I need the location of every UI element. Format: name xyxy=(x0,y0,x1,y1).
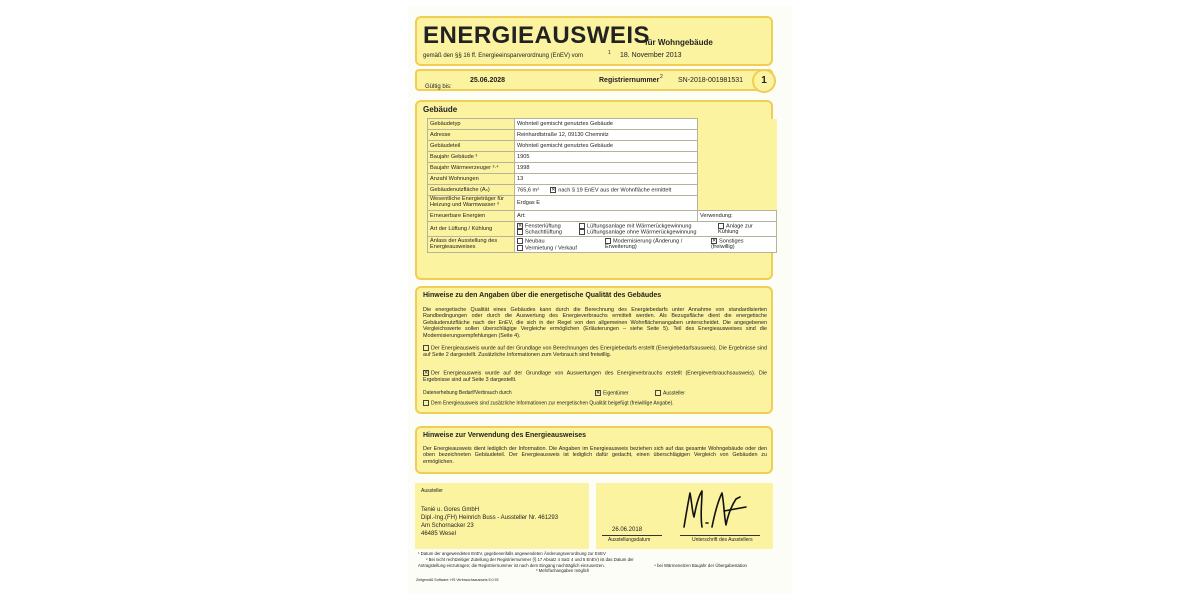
table-row xyxy=(428,119,777,130)
row-label: Baujahr Wärmeerzeuger ³·⁴ xyxy=(428,163,515,174)
valid-until-label: Gültig bis: xyxy=(425,84,452,90)
table-row xyxy=(428,141,777,152)
renewable-use: Verwendung: xyxy=(698,211,777,222)
renewable-label: Erneuerbare Energien xyxy=(428,211,515,222)
ventilation-options xyxy=(515,222,777,237)
signature-image xyxy=(680,487,750,533)
table-row xyxy=(428,163,777,174)
row-value: Wohnteil gemischt genutztes Gebäude xyxy=(515,119,698,130)
table-row xyxy=(428,152,777,163)
issuer-line: 46485 Wesel xyxy=(421,531,456,537)
table-row xyxy=(428,174,777,185)
ventilation-option: Schachtlüftung xyxy=(525,229,563,236)
subtitle-footnote-mark: 1 xyxy=(608,50,611,56)
quality-paragraph: Die energetische Qualität eines Gebäudes kann durch die Berechnung des Energiebedarfs unter Annahme von standardisierten Randbedingungen oder durch die Auswertung des Energieverbrauchs ermittelt werden. Als Bezugsfläche dient die energetische Gebäudenutzfläche nach der EnEV, die sich in der Regel von den allgemeinen Wohnflächenangaben unterscheidet. Die angegebenen Vergleichswerte sollen überschlägige Vergleiche ermöglichen (Erläuterungen – siehe Seite 5). Teil des Energieausweises sind die Modernisierungsempfehlungen (Seite 4). xyxy=(423,307,767,339)
certificate-page xyxy=(408,6,792,594)
table-row xyxy=(428,211,777,222)
footnote-1: ¹ Datum der angewendeten EnEV, gegebenenfalls angewendeten Änderungsverordnung zur EnEV xyxy=(418,551,606,556)
renewable-type: Art: xyxy=(515,211,698,222)
valid-until-date: 25.06.2028 xyxy=(470,77,506,84)
ventilation-label: Art der Lüftung / Kühlung xyxy=(428,222,515,237)
checkbox-icon xyxy=(655,390,661,396)
table-row xyxy=(428,130,777,141)
demand-option xyxy=(423,345,767,358)
footnote-4: ⁴ bei Wärmenetzen Baujahr der Übergabestation xyxy=(654,563,747,568)
row-value: Reinhardtstraße 12, 09130 Chemnitz xyxy=(515,130,698,141)
area-cell xyxy=(515,185,698,196)
document-subtitle: gemäß den §§ 16 ff. Energieeinsparverordnung (EnEV) vom xyxy=(423,53,583,59)
reason-option: Modernisierung (Änderung / Erweiterung) xyxy=(605,238,683,251)
page-number-badge xyxy=(752,69,776,93)
table-row xyxy=(428,196,777,211)
issuer-label: Aussteller xyxy=(421,488,443,494)
row-label: Gebäudetyp xyxy=(428,119,515,130)
checked-checkbox-icon: ✕ xyxy=(518,223,523,229)
reason-label: Anlass der Ausstellung des Energieausweises xyxy=(428,237,515,253)
row-label: Baujahr Gebäude ³ xyxy=(428,152,515,163)
energy-label: Wesentliche Energieträger für Heizung und Warmwasser ³ xyxy=(428,196,515,211)
data-collection-label: Datenerhebung Bedarf/Verbrauch durch xyxy=(423,390,512,396)
signature-line xyxy=(680,535,760,536)
document-title-suffix: für Wohngebäude xyxy=(645,38,713,47)
reason-option: Neubau xyxy=(525,238,545,245)
building-table xyxy=(427,118,777,253)
row-value: 1998 xyxy=(515,163,698,174)
row-value: Wohnteil gemischt genutztes Gebäude xyxy=(515,141,698,152)
ventilation-option: Lüftungsanlage ohne Wärmerückgewinnung xyxy=(587,229,697,236)
signature-box xyxy=(596,483,773,549)
area-note: nach § 19 EnEV aus der Wohnfläche ermittelt xyxy=(558,187,672,194)
demand-option-text: Der Energieausweis wurde auf der Grundlage von Berechnungen des Energiebedarfs erstellt (Energiebedarfsausweis). Die Ergebnisse sind auf Seite 2 dargestellt. Zusätzliche Informationen zum Verbrauch sind freiwillig. xyxy=(423,345,767,358)
row-label: Gebäudeteil xyxy=(428,141,515,152)
date-line xyxy=(602,535,662,536)
usage-paragraph: Der Energieausweis dient lediglich der Information. Die Angaben im Energieausweis beziehen sich auf das gesamte Wohngebäude oder den oben bezeichneten Gebäudeteil. Der Energieausweis ist lediglich dafür gedacht, einen überschlägigen Vergleich von Gebäuden zu ermöglichen. xyxy=(423,446,767,465)
area-label: Gebäudenutzfläche (Aₙ) xyxy=(428,185,515,196)
header-box xyxy=(415,16,773,66)
table-row xyxy=(428,222,777,237)
footnote-3: ³ Mehrfachangaben möglich xyxy=(536,568,590,573)
checked-checkbox-icon: ✕ xyxy=(551,186,556,193)
registration-footnote-mark: 2 xyxy=(660,74,663,80)
ventilation-option: Fensterlüftung xyxy=(525,223,561,230)
reason-options xyxy=(515,237,777,253)
registration-label: Registriernummer xyxy=(599,77,660,84)
ventilation-option: Anlage zur Kühlung xyxy=(718,223,753,236)
reason-option: Sonstiges (freiwillig) xyxy=(711,238,744,251)
checked-checkbox-icon: ✕ xyxy=(596,390,601,396)
checkbox-icon xyxy=(517,229,523,235)
page-number: 1 xyxy=(761,75,767,86)
footnote-2: ² Bei nicht rechtzeitiger Zuteilung der Registriernummer (§ 17 Absatz 4 Satz 4 und 5 EnEV) ist das Datum der Antragstellung einzutragen; die Registriernummer ist nach dem Eingang nachträglich einzusetzen. xyxy=(418,557,634,568)
checked-checkbox-icon: ✕ xyxy=(712,238,717,244)
checkbox-icon xyxy=(423,400,429,406)
validity-bar xyxy=(415,69,773,91)
issuer-box xyxy=(415,483,589,549)
quality-heading: Hinweise zu den Angaben über die energetische Qualität des Gebäudes xyxy=(423,292,662,299)
row-value: 13 xyxy=(515,174,698,185)
row-label: Adresse xyxy=(428,130,515,141)
registration-number: SN-2018-001981531 xyxy=(678,77,743,84)
building-section xyxy=(415,100,773,280)
checked-checkbox-icon: ✕ xyxy=(424,370,429,376)
checkbox-icon xyxy=(605,238,611,244)
issuer-line: Tenié u. Gores GmbH xyxy=(421,507,480,513)
issuer-line: Am Schornacker 23 xyxy=(421,523,474,529)
document-title: ENERGIEAUSWEIS xyxy=(423,22,651,49)
reason-option: Vermietung / Verkauf xyxy=(525,245,577,252)
consumption-option-text: Der Energieausweis wurde auf der Grundlage von Auswertungen des Energieverbrauchs erstellt (Energieverbrauchsausweis). Die Ergebnisse sind auf Seite 3 dargestellt. xyxy=(423,370,767,383)
usage-heading: Hinweise zur Verwendung des Energieausweises xyxy=(423,432,587,439)
checkbox-icon xyxy=(517,238,523,244)
building-heading: Gebäude xyxy=(423,105,458,114)
regulation-date: 18. November 2013 xyxy=(620,52,682,59)
issue-date-caption: Ausstellungsdatum xyxy=(608,537,651,543)
issuer-line: Dipl.-Ing.(FH) Heinrich Buss - Aussteller Nr. 461293 xyxy=(421,515,559,521)
quality-section xyxy=(415,286,773,414)
usage-section xyxy=(415,426,773,474)
data-issuer-option: Aussteller xyxy=(655,390,685,396)
table-row xyxy=(428,185,777,196)
row-label: Anzahl Wohnungen xyxy=(428,174,515,185)
issue-date: 26.06.2018 xyxy=(612,527,643,533)
additional-info-option: Dem Energieausweis sind zusätzliche Informationen zur energetischen Qualität beigefügt (freiwillige Angabe). xyxy=(423,400,674,406)
consumption-option xyxy=(423,370,767,383)
signature-caption: Unterschrift des Ausstellers xyxy=(692,537,753,543)
area-value: 765,6 m² xyxy=(517,187,540,194)
ventilation-option: Lüftungsanlage mit Wärmerückgewinnung xyxy=(587,223,692,230)
checkbox-icon xyxy=(579,229,585,235)
software-note: Zeitgemäß Software: HS Verbrauchsausweis 5.0.93 xyxy=(416,578,499,582)
table-row xyxy=(428,237,777,253)
row-value: 1905 xyxy=(515,152,698,163)
energy-value: Erdgas E xyxy=(515,196,698,211)
checkbox-icon xyxy=(517,245,523,251)
checkbox-icon xyxy=(423,345,429,351)
data-owner-option: ✕ Eigentümer xyxy=(596,390,629,397)
